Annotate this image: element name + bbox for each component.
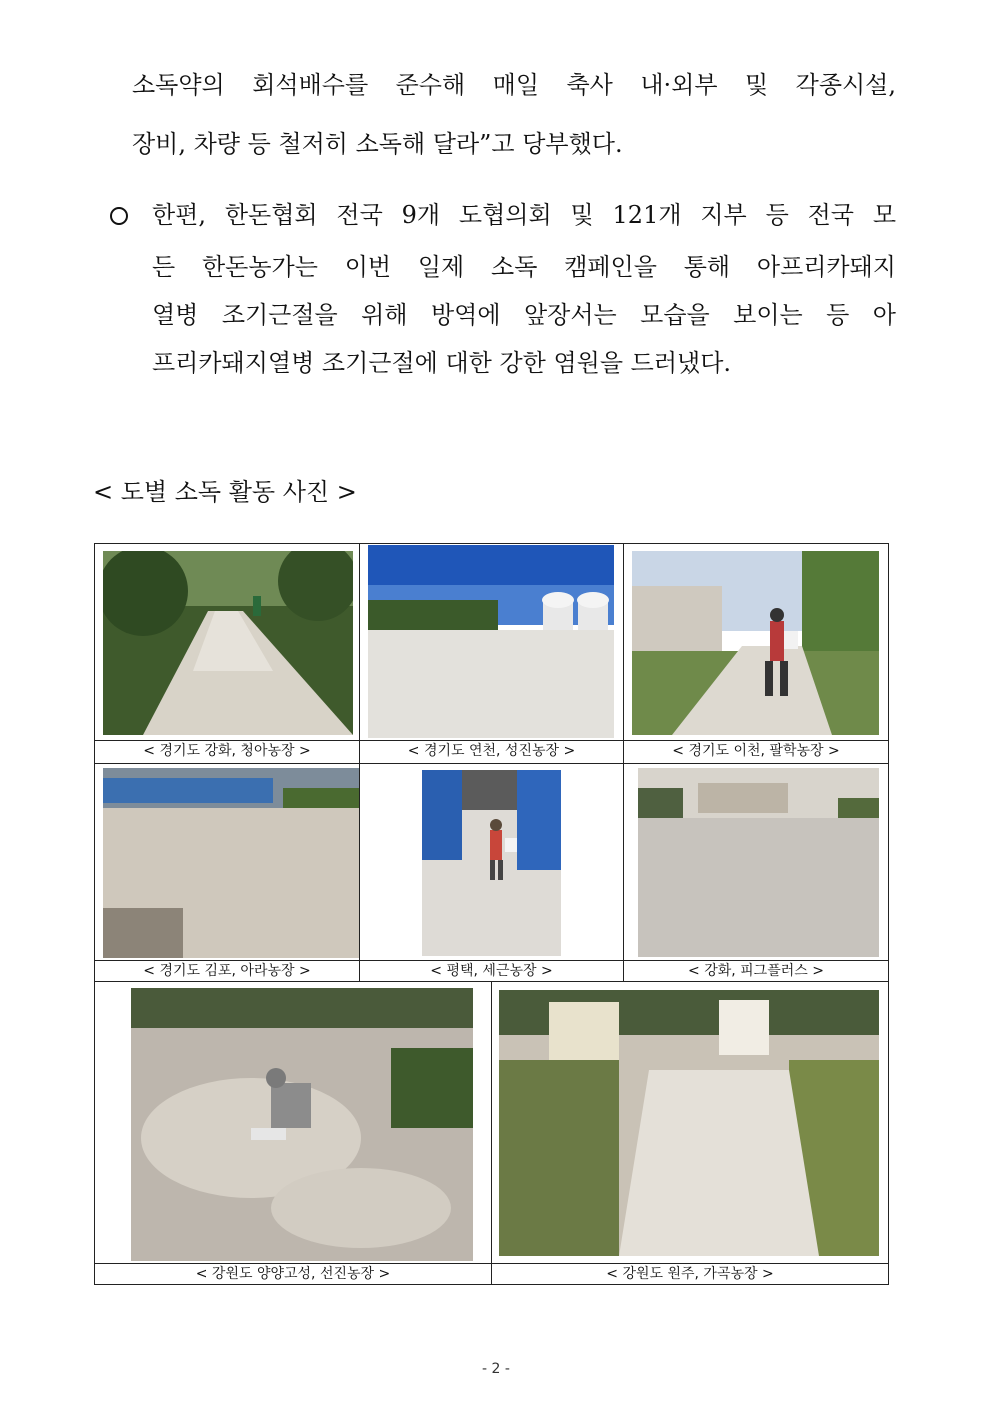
worker-crouching-lime-photo (131, 988, 473, 1261)
photo-caption: < 평택, 세근농장 > (430, 963, 553, 979)
yard-lime-photo (103, 768, 359, 958)
photo-caption: < 경기도 김포, 아라농장 > (143, 963, 311, 979)
table-divider (95, 740, 888, 741)
photo-caption: < 경기도 연천, 성진농장 > (407, 743, 576, 759)
circle-bullet-icon (108, 205, 130, 227)
table-divider (623, 544, 624, 981)
section-title: < 도별 소독 활동 사진 > (93, 478, 357, 506)
road-lime-photo (103, 551, 353, 735)
table-divider (95, 960, 888, 961)
photo-table (94, 543, 889, 1285)
photo-caption: < 강원도 원주, 가곡농장 > (606, 1266, 774, 1282)
body-line: 프리카돼지열병 조기근절에 대한 강한 염원을 드러냈다. (152, 349, 732, 377)
photo-caption: < 강화, 피그플러스 > (688, 963, 824, 979)
table-divider (491, 981, 492, 1284)
body-line: 장비, 차량 등 철저히 소독해 달라”고 당부했다. (132, 130, 623, 158)
worker-spreading-lime-photo (632, 551, 879, 735)
farm-yard-silo-photo (368, 545, 614, 738)
body-line: 열병 조기근절을 위해 방역에 앞장서는 모습을 보이는 등 아 (152, 301, 896, 329)
worker-spreading-lime-photo (422, 770, 561, 956)
page-number: - 2 - (482, 1361, 510, 1377)
photo-caption: < 경기도 강화, 청아농장 > (143, 743, 311, 759)
body-line: 든 한돈농가는 이번 일제 소독 캠페인을 통해 아프리카돼지 (152, 253, 896, 281)
body-line: 소독약의 회석배수를 준수해 매일 축사 내·외부 및 각종시설, (132, 71, 896, 99)
body-line: 한편, 한돈협회 전국 9개 도협의회 및 121개 지부 등 전국 모 (152, 201, 896, 229)
table-divider (359, 544, 360, 981)
road-lime-photo (638, 768, 879, 957)
road-lime-photo (499, 990, 879, 1256)
photo-caption: < 강원도 양양고성, 선진농장 > (195, 1266, 391, 1282)
photo-caption: < 경기도 이천, 팔학농장 > (672, 743, 840, 759)
table-divider (95, 763, 888, 764)
